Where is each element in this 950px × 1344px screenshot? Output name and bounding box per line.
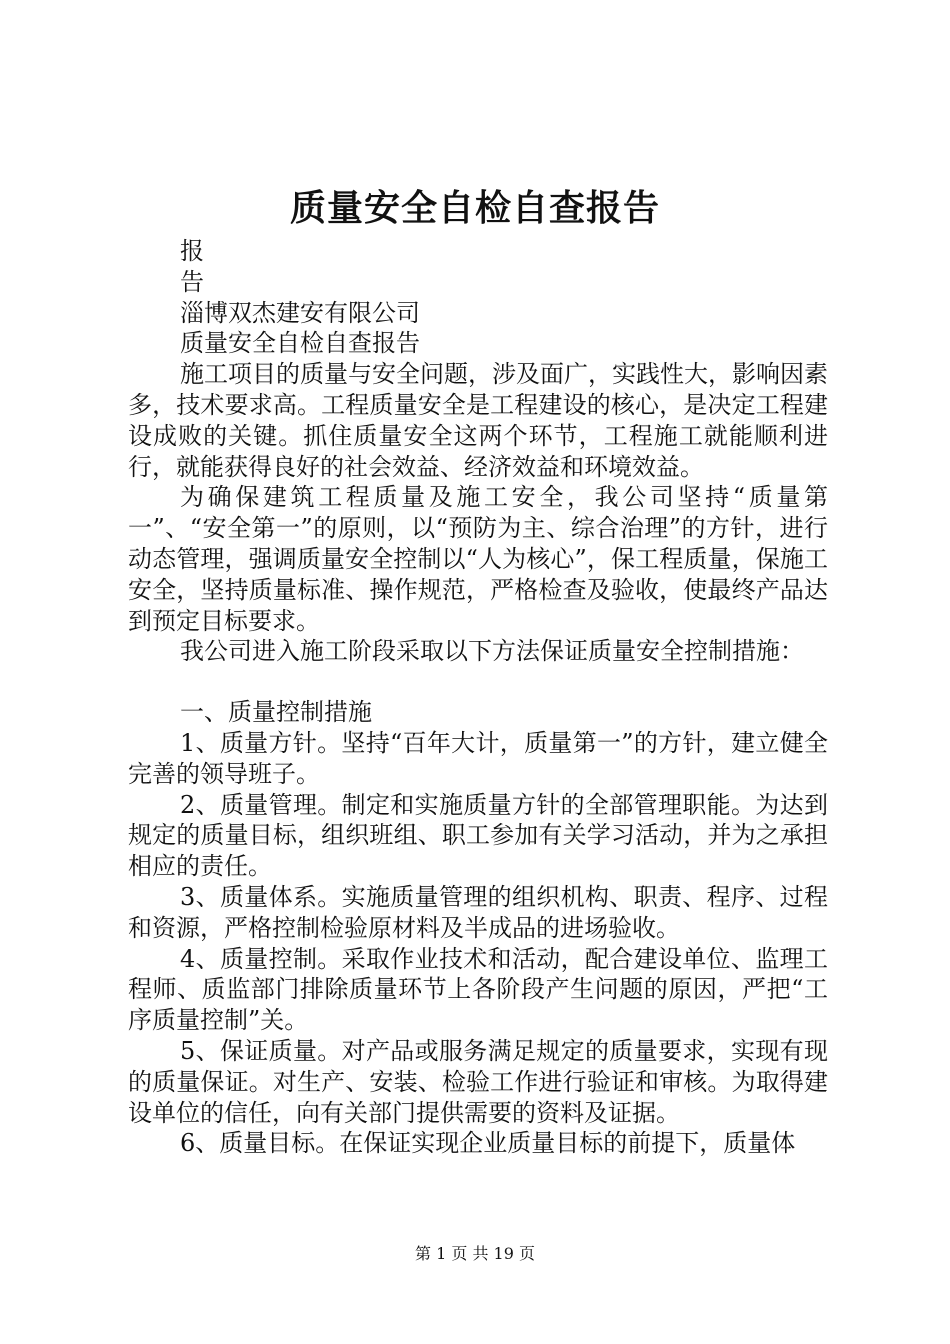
paragraph: 1、质量方针。坚持“百年大计，质量第一”的方针，建立健全完善的领导班子。 [128, 728, 828, 788]
paragraph: 5、保证质量。对产品或服务满足规定的质量要求，实现有现的质量保证。对生产、安装、检验工作进行验证和审核。为取得建设单位的信任，向有关部门提供需要的资料及证据。 [128, 1036, 828, 1127]
paragraph: 淄博双杰建安有限公司 [180, 298, 420, 327]
blank-line [128, 667, 828, 697]
paragraph: 质量安全自检自查报告 [180, 329, 420, 358]
paragraph: 2、质量管理。制定和实施质量方针的全部管理职能。为达到规定的质量目标，组织班组、职工参加有关学习活动，并为之承担相应的责任。 [128, 790, 828, 881]
section-heading: 一、质量控制措施 [180, 698, 372, 727]
paragraph: 我公司进入施工阶段采取以下方法保证质量安全控制措施： [180, 637, 804, 666]
document-title: 质量安全自检自查报告 [289, 187, 660, 229]
paragraph: 告 [180, 267, 204, 296]
paragraph: 4、质量控制。采取作业技术和活动，配合建设单位、监理工程师、质监部门排除质量环节上各阶段产生问题的原因，严把“工序质量控制”关。 [128, 944, 828, 1035]
page-footer: 第 1 页 共 19 页 [415, 1244, 535, 1263]
paragraph: 施工项目的质量与安全问题，涉及面广，实践性大，影响因素多，技术要求高。工程质量安全是工程建设的核心，是决定工程建设成败的关键。抓住质量安全这两个环节，工程施工就能顺利进行，就能获得良好的社会效益、经济效益和环境效益。 [128, 360, 828, 481]
paragraph: 报 [180, 237, 204, 265]
paragraph: 3、质量体系。实施质量管理的组织机构、职责、程序、过程和资源，严格控制检验原材料及半成品的进场验收。 [128, 882, 828, 942]
paragraph: 为确保建筑工程质量及施工安全，我公司坚持“质量第一”、“安全第一”的原则，以“预防为主、综合治理”的方针，进行动态管理，强调质量安全控制以“人为核心”，保工程质量，保施工安全，坚持质量标准、操作规范，严格检查及验收，使最终产品达到预定目标要求。 [128, 483, 828, 635]
document-body [128, 236, 828, 1159]
paragraph: 6、质量目标。在保证实现企业质量目标的前提下，质量体 [180, 1129, 796, 1158]
